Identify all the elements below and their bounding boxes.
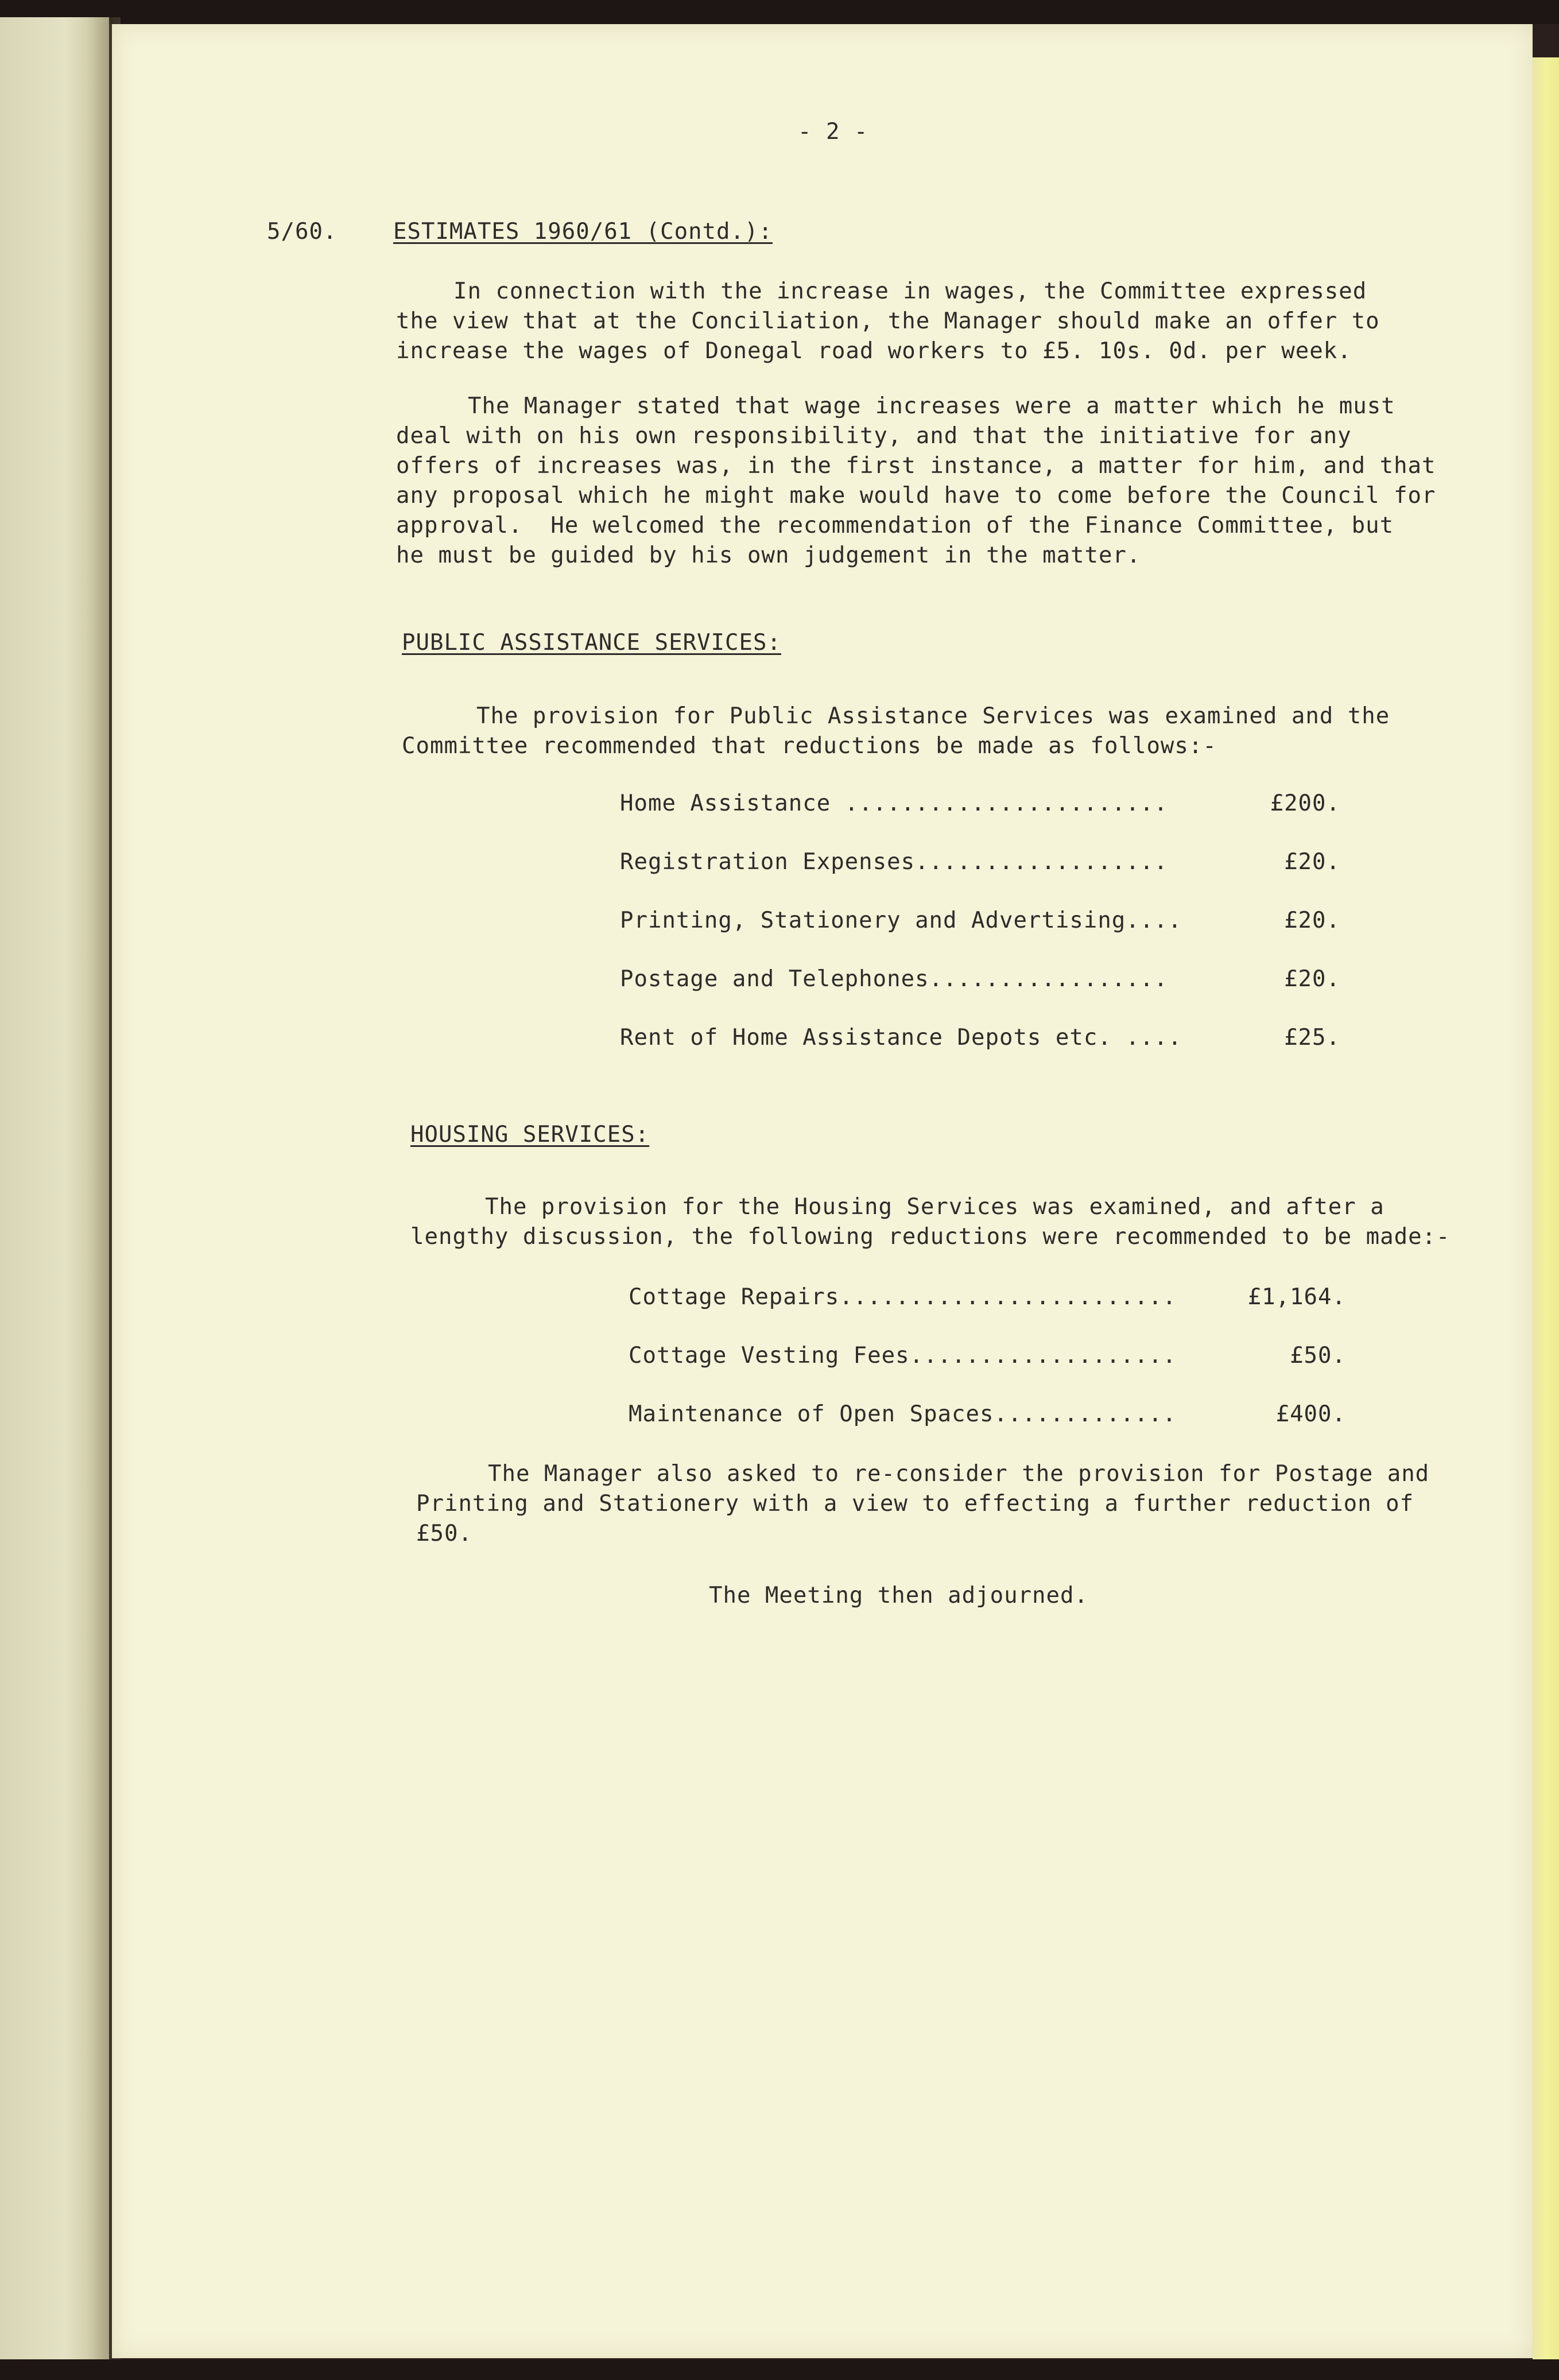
paragraph-line: offers of increases was, in the first instance, a matter for him, and that — [396, 453, 1436, 479]
paragraph-line: The provision for Public Assistance Services was examined and the — [476, 703, 1390, 729]
minute-reference: 5/60. — [267, 219, 338, 245]
reduction-item-amount: £20. — [1284, 849, 1340, 875]
meeting-adjourned: The Meeting then adjourned. — [709, 1583, 1088, 1608]
paragraph-line: he must be guided by his own judgement in the matter. — [396, 542, 1141, 568]
paragraph-line: Printing and Stationery with a view to effecting a further reduction of — [416, 1491, 1414, 1517]
section-heading-estimates: ESTIMATES 1960/61 (Contd.): — [393, 219, 773, 245]
reduction-item-amount: £400. — [1275, 1401, 1346, 1427]
reduction-item-label: Cottage Repairs........................ — [629, 1284, 1177, 1310]
paragraph-line: The Manager also asked to re-consider the provision for Postage and — [488, 1461, 1430, 1487]
reduction-item-amount: £1,164. — [1247, 1284, 1346, 1310]
paragraph-line: approval. He welcomed the recommendation of the Finance Committee, but — [396, 513, 1394, 538]
reduction-item-label: Postage and Telephones................. — [620, 966, 1168, 992]
paragraph-line: lengthy discussion, the following reductions were recommended to be made:- — [410, 1224, 1451, 1250]
scan-bottom-edge — [0, 2359, 1559, 2380]
reduction-item-label: Rent of Home Assistance Depots etc. .... — [620, 1025, 1182, 1051]
paragraph-line: In connection with the increase in wages, the Committee expressed — [453, 278, 1367, 304]
scan-top-edge — [0, 0, 1559, 24]
reduction-item-amount: £50. — [1290, 1343, 1346, 1369]
paragraph-line: the view that at the Conciliation, the Manager should make an offer to — [396, 308, 1380, 334]
reduction-item-amount: £20. — [1284, 966, 1340, 992]
paragraph-line: £50. — [416, 1521, 472, 1546]
reduction-item-label: Cottage Vesting Fees................... — [629, 1343, 1177, 1369]
reduction-item-label: Printing, Stationery and Advertising.... — [620, 908, 1182, 933]
reduction-item-label: Registration Expenses.................. — [620, 849, 1168, 875]
document-page — [112, 24, 1533, 2358]
paragraph-line: deal with on his own responsibility, and that the initiative for any — [396, 423, 1352, 449]
section-heading-housing: HOUSING SERVICES: — [410, 1122, 650, 1148]
paragraph-line: Committee recommended that reductions be made as follows:- — [402, 733, 1217, 759]
section-heading-public-assistance: PUBLIC ASSISTANCE SERVICES: — [402, 630, 781, 656]
paragraph-line: The provision for the Housing Services was examined, and after a — [485, 1194, 1385, 1220]
reduction-item-label: Maintenance of Open Spaces............. — [629, 1401, 1177, 1427]
next-page-edge — [1533, 57, 1559, 2359]
reduction-item-amount: £25. — [1284, 1025, 1340, 1051]
page-number: - 2 - — [798, 119, 868, 145]
reduction-item-label: Home Assistance ....................... — [620, 790, 1168, 816]
reduction-item-amount: £200. — [1270, 790, 1340, 816]
reduction-item-amount: £20. — [1284, 908, 1340, 933]
paragraph-line: The Manager stated that wage increases were a matter which he must — [468, 393, 1395, 419]
paragraph-line: any proposal which he might make would have to come before the Council for — [396, 483, 1436, 509]
paragraph-line: increase the wages of Donegal road workers to £5. 10s. 0d. per week. — [396, 338, 1352, 364]
